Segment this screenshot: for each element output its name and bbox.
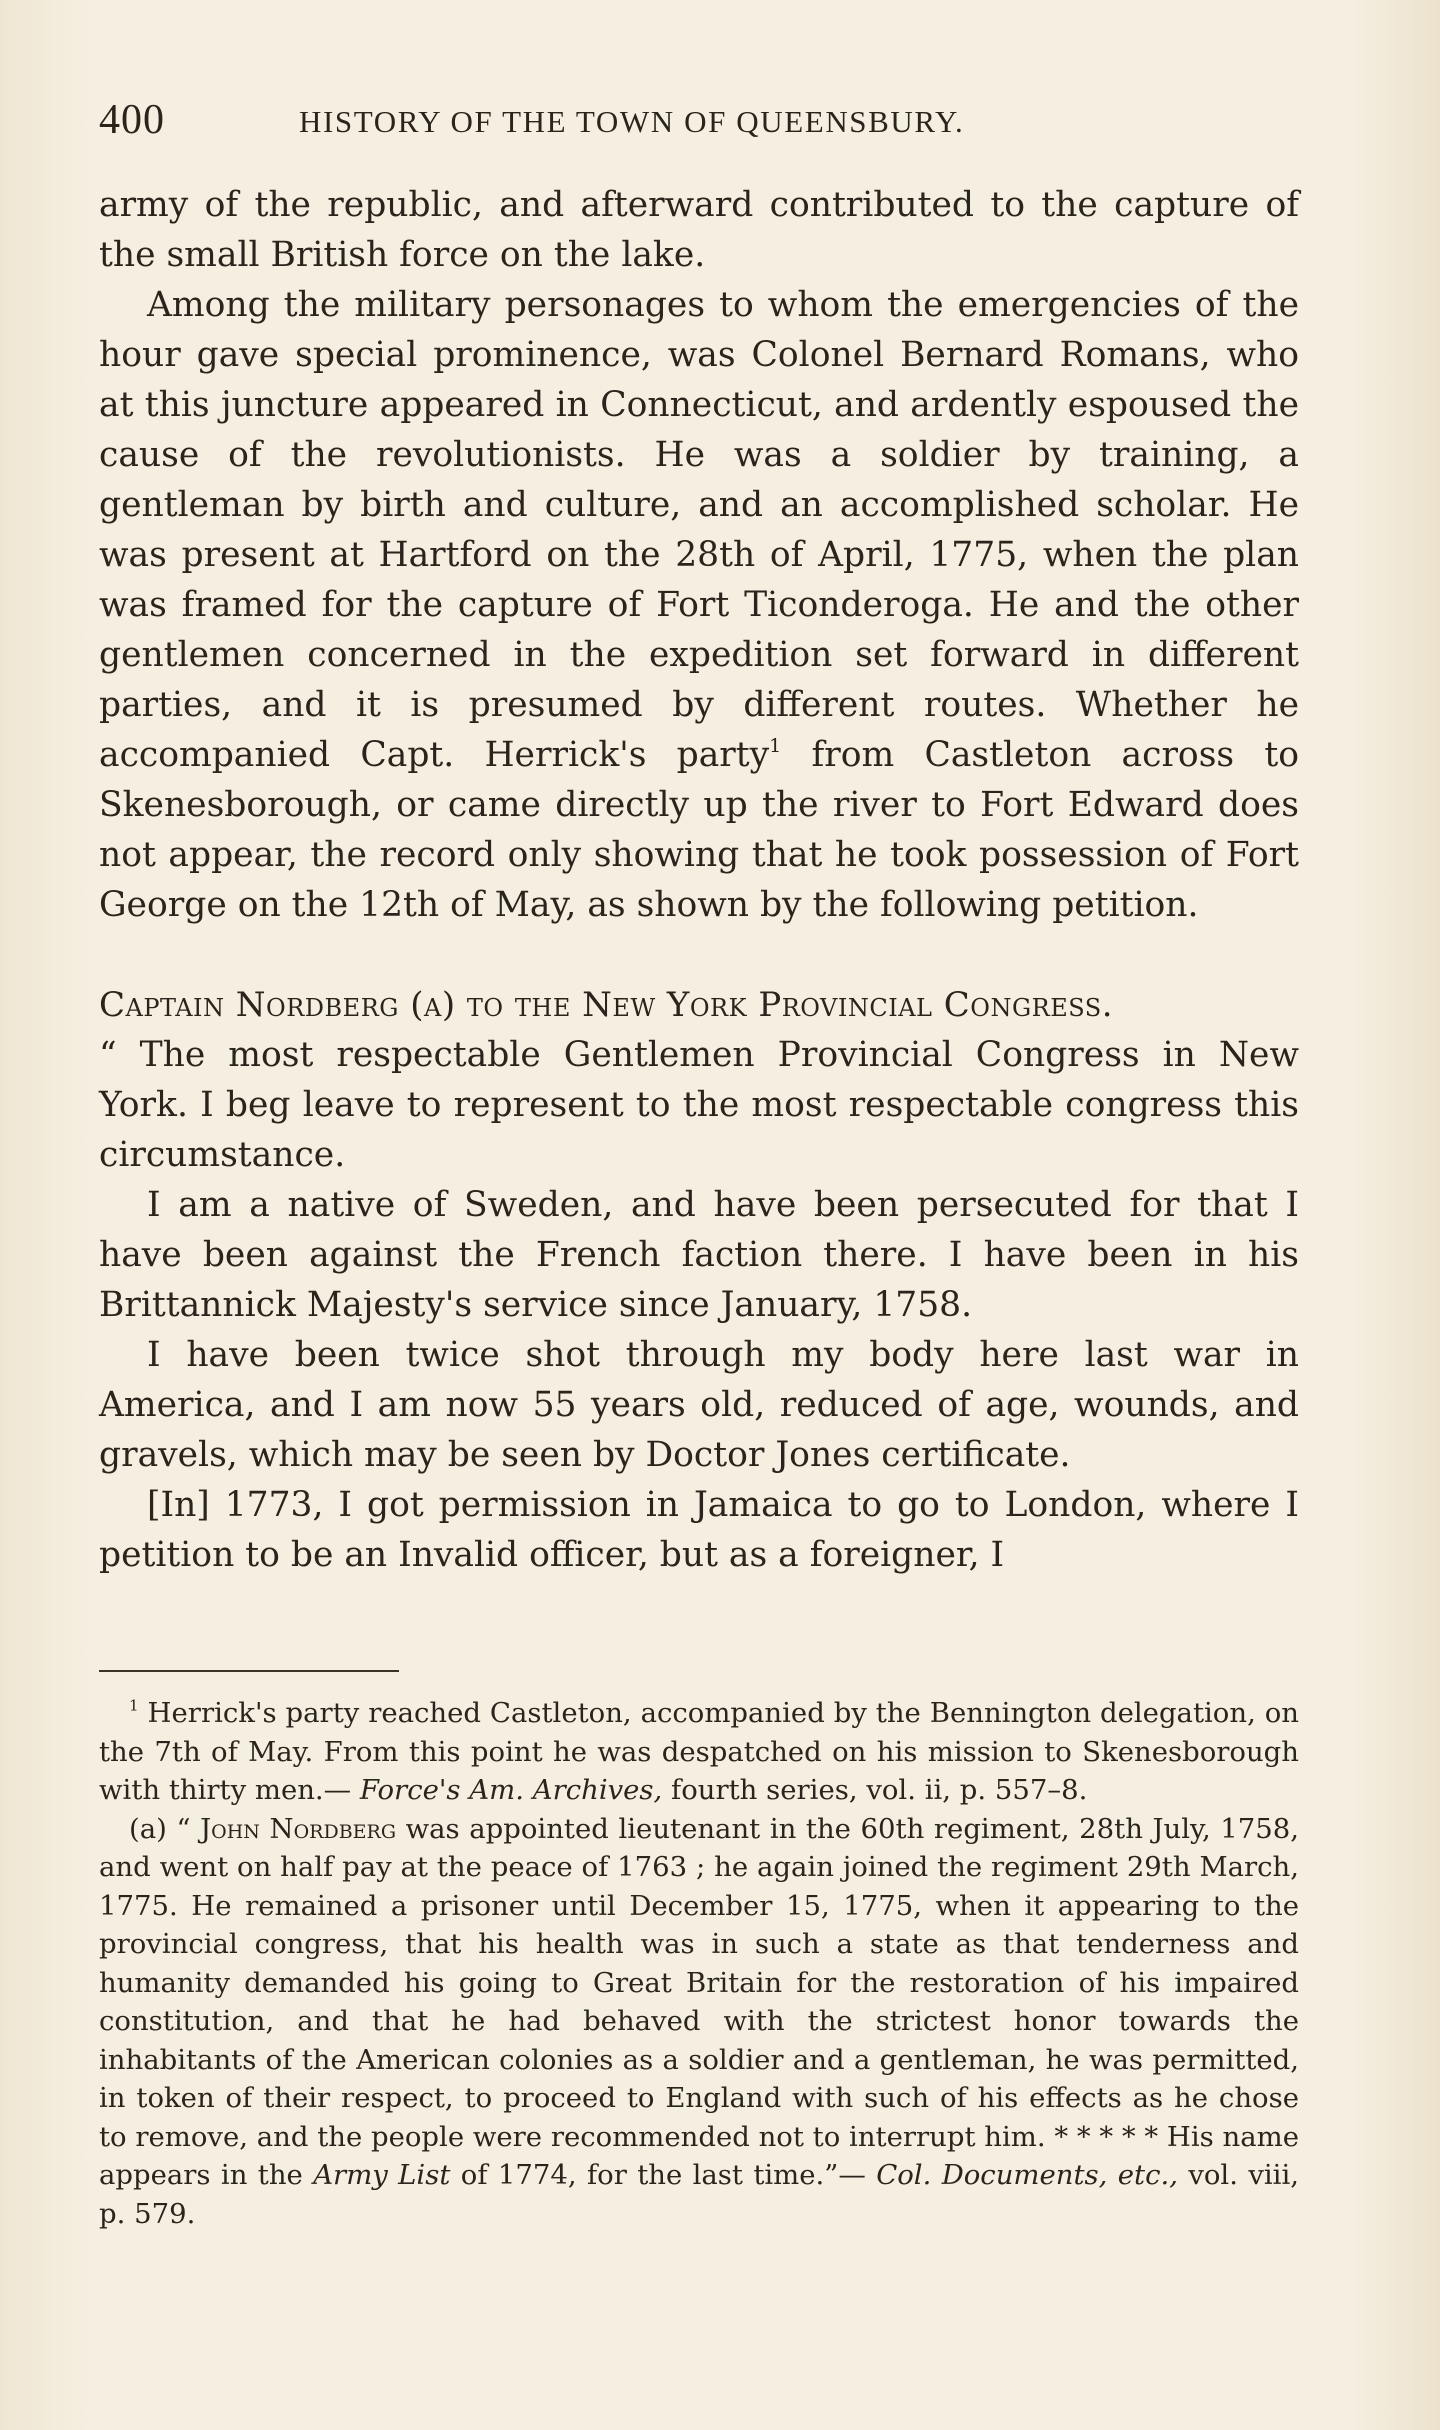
paragraph-romans-text-cont: from Castleton across to Skenesborough, or came directly up the river to Fort Edward does not appear, the record only showing that he took possession of Fort George on the 12th of May, as shown by the following petition. [99,735,1299,925]
footnote-a-marker: (a) [129,1812,167,1845]
footnote-rule [99,1670,399,1672]
paragraph-romans [99,280,1299,930]
footnote-1-marker: 1 [129,1696,139,1715]
main-text [99,180,1299,1580]
footnote-a-text: was appointed lieutenant in the 60th regiment, 28th July, 1758, and went on half pay at the peace of 1763 ; he again joined the regiment 29th March, 1775. He remained a prisoner until December 15, 1775, when it appearing to the provincial congress, that his health was in such a state as that tenderness and humanity demanded his going to Great Britain for the restoration of his impaired constitution, and that he had behaved with the strictest honor towards the inhabitants of the American colonies as a soldier and a gentleman, he was permitted, in token of their respect, to proceed to England with such of his effects as he chose to remove, and the people were recommended not to interrupt him. * * * * * His name appears in the [99,1812,1300,2191]
page-header [99,96,1299,146]
paragraph-romans-text: Among the military personages to whom the emergencies of the hour gave special prominence, was Colonel Bernard Romans, who at this juncture appeared in Connecticut, and ardently espoused the cause of the revolutionists. He was a soldier by training, a gentleman by birth and culture, and an accomplished scholar. He was present at Hartford on the 28th of April, 1775, when the plan was framed for the capture of Fort Ticonderoga. He and the other gentlemen concerned in the expedition set forward in different parties, and it is presumed by different routes. Whether he accompanied Capt. Herrick's party [99,285,1299,775]
footnote-a-source: Col. Documents, etc., [876,2159,1178,2191]
footnote-1-tail: fourth series, vol. ii, p. 557–8. [662,1774,1088,1806]
footnote-a-text-2: of 1774, for the last time.”— [450,2159,877,2191]
footnote-a-tail: vol. viii, p. 579. [99,2159,1299,2230]
footnotes [99,1694,1299,2233]
letter-paragraph-4: [In] 1773, I got permission in Jamaica to go to London, where I petition to be an Invalid officer, but as a foreigner, I [99,1485,1299,1575]
footnote-1-text: Herrick's party reached Castleton, accompanied by the Bennington delegation, on the 7th of May. From this point he was despatched on his mission to Skenesborough with thirty men.— [99,1697,1299,1806]
footnote-a [99,1810,1299,2234]
letter-paragraph-1: “ The most respectable Gentlemen Provincial Congress in New York. I beg leave to represent to the most respectable congress this circumstance. [99,1035,1299,1175]
paragraph-continuation: army of the republic, and afterward contributed to the capture of the small British force on the lake. [99,185,1299,275]
section-gap [99,930,1299,980]
footnote-1-source: Force's Am. Archives, [359,1774,663,1806]
footnote-1 [99,1694,1299,1810]
footnote-a-quote: “ [166,1812,201,1845]
footnote-a-name: John Nordberg [200,1812,397,1845]
letter-paragraph-2: I am a native of Sweden, and have been persecuted for that I have been against the French faction there. I have been in his Brittannick Majesty's service since January, 1758. [99,1185,1299,1325]
running-title: HISTORY OF THE TOWN OF QUEENSBURY. [299,104,965,139]
footnote-a-army-list: Army List [313,2159,451,2191]
letter-heading: Captain Nordberg (a) to the New York Provincial Congress. [99,985,1114,1025]
footnote-ref-1[interactable]: 1 [769,734,782,757]
page-number: 400 [99,97,165,143]
letter-paragraph-3: I have been twice shot through my body here last war in America, and I am now 55 years old, reduced of age, wounds, and gravels, which may be seen by Doctor Jones certificate. [99,1335,1299,1475]
